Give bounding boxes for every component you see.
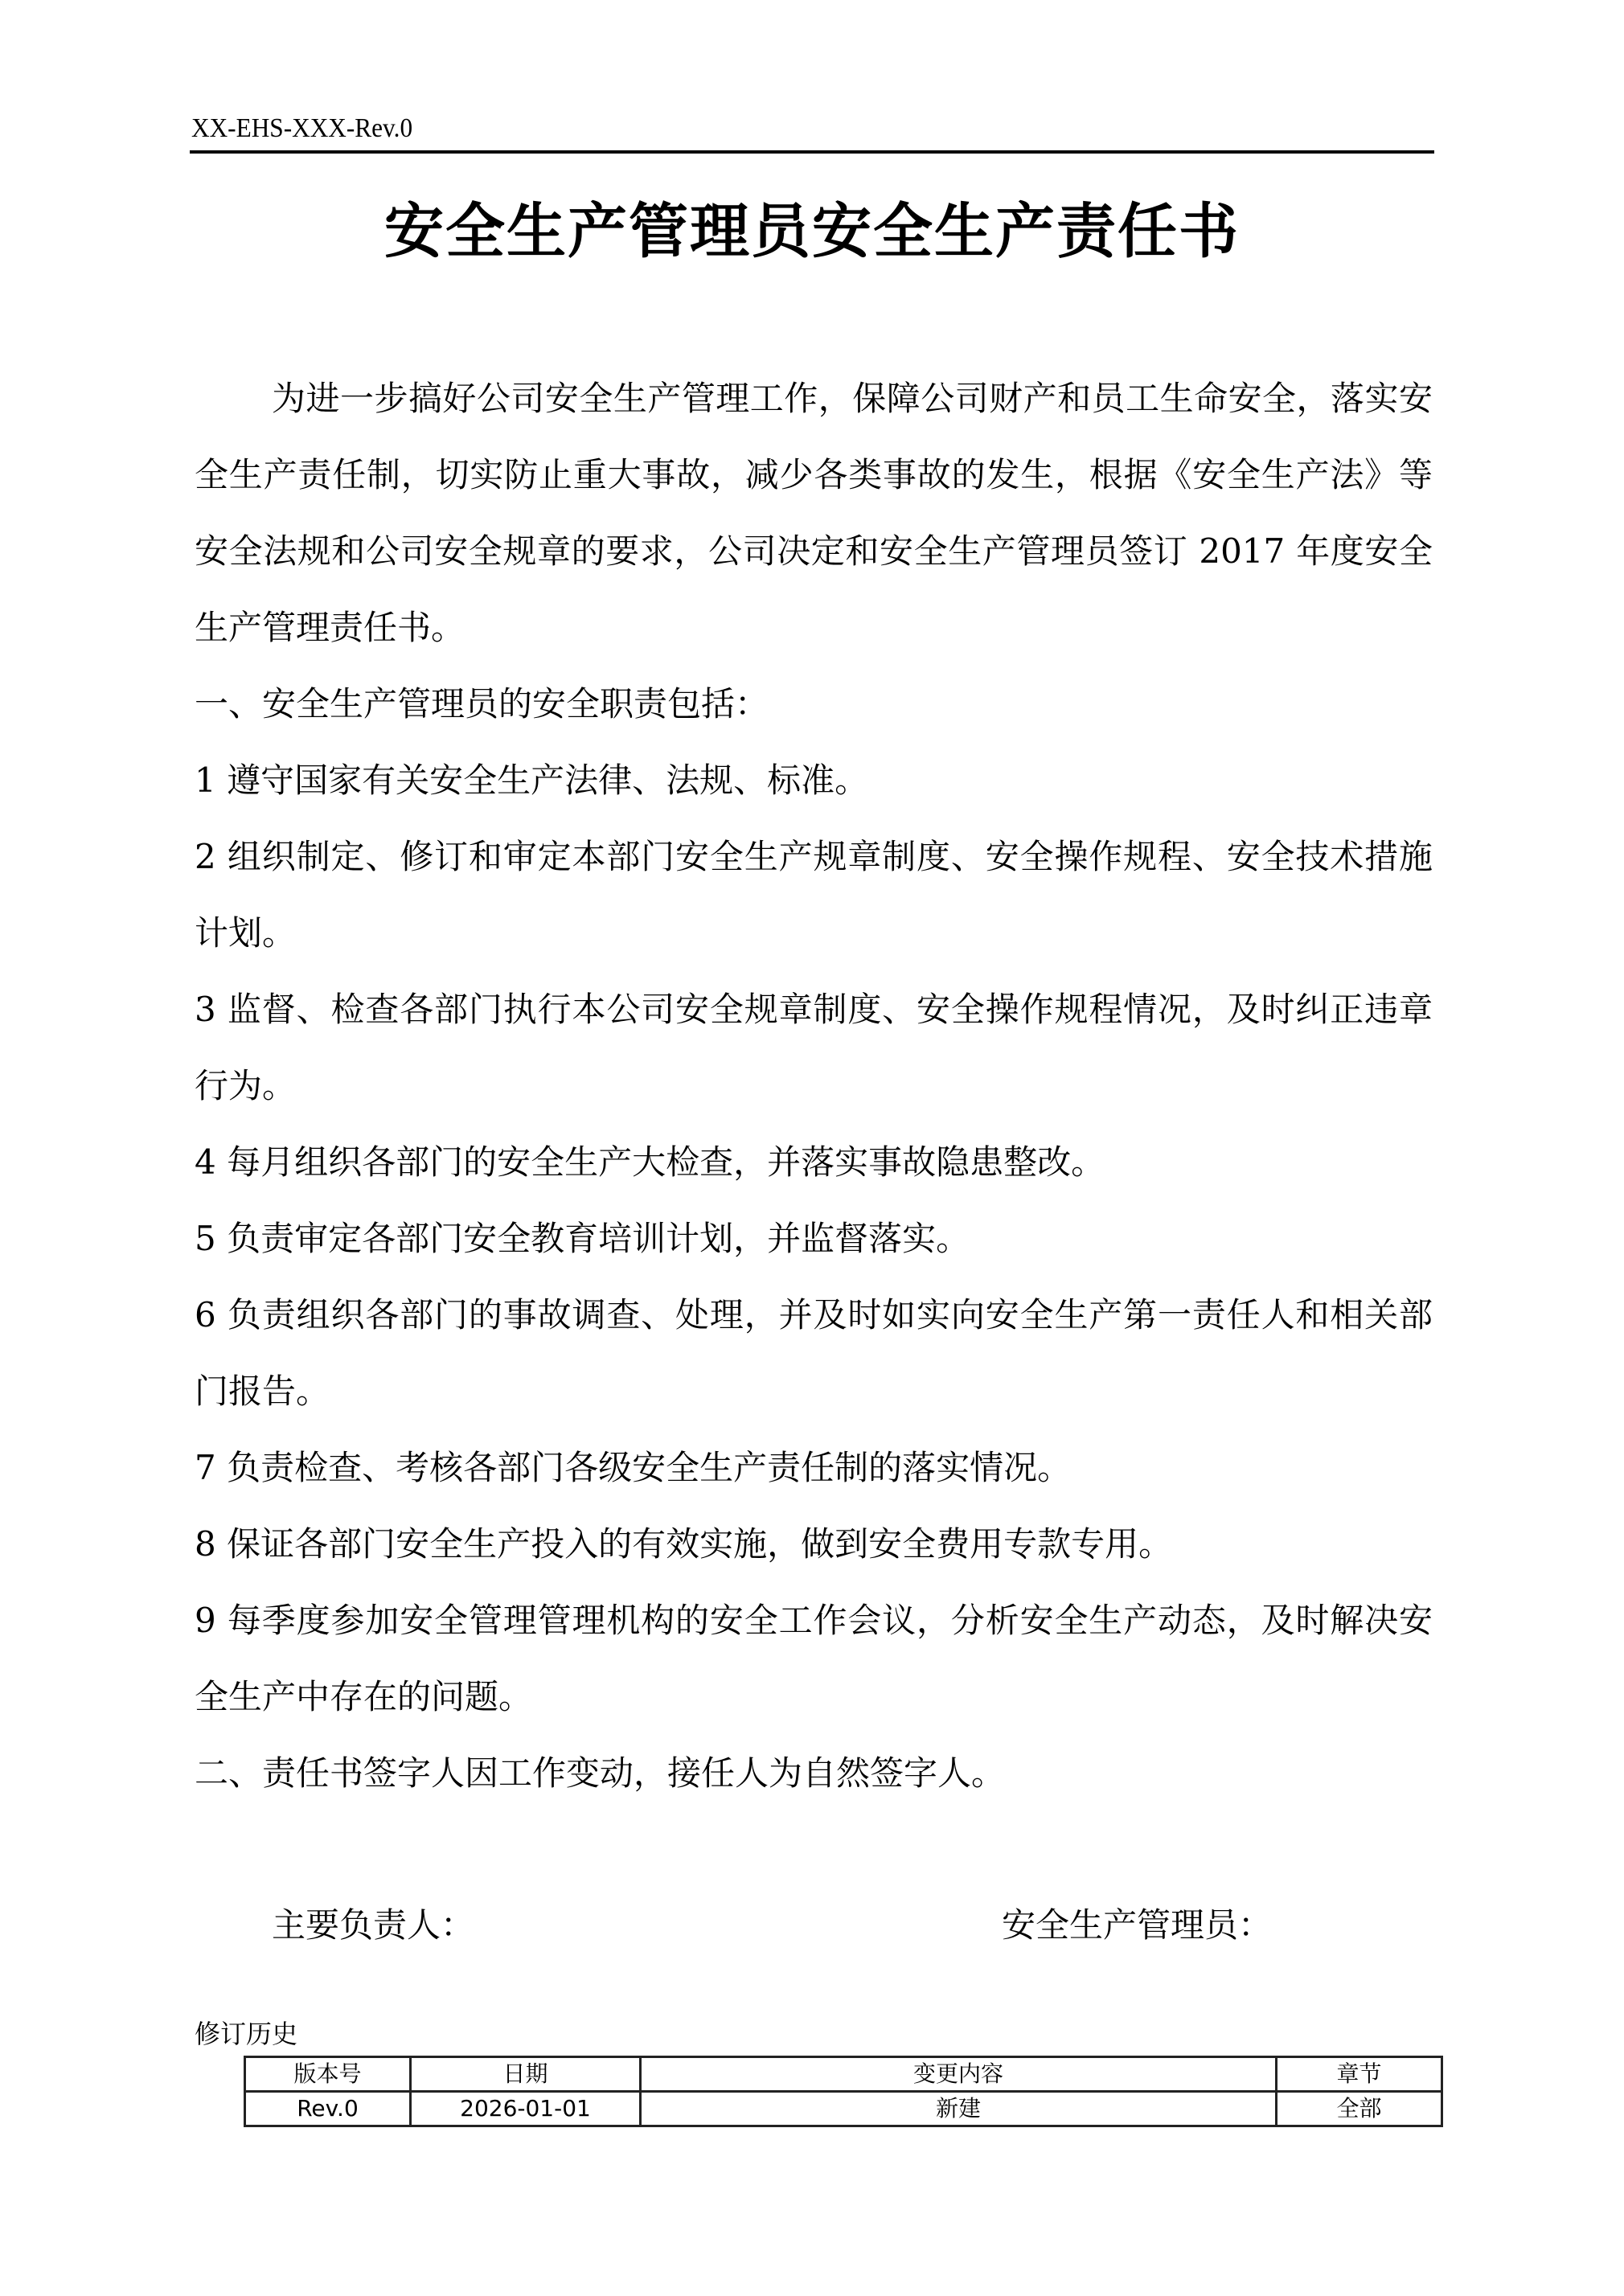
safety-officer-signature-label: 安全生产管理员： — [1002, 1905, 1273, 1945]
revision-history-label: 修订历史 — [195, 2019, 298, 2049]
table-header-row — [245, 2057, 1442, 2092]
duty-item-5: 5 负责审定各部门安全教育培训计划，并监督落实。 — [195, 1219, 970, 1258]
column-header-date: 日期 — [411, 2057, 641, 2092]
duty-item-4: 4 每月组织各部门的安全生产大检查，并落实事故隐患整改。 — [195, 1142, 1105, 1182]
document-body — [195, 360, 1433, 1811]
cell-date: 2026-01-01 — [411, 2092, 641, 2126]
column-header-version: 版本号 — [245, 2057, 411, 2092]
duty-item-8: 8 保证各部门安全生产投入的有效实施，做到安全费用专款专用。 — [195, 1524, 1173, 1564]
principal-signature-label: 主要负责人： — [272, 1905, 475, 1945]
duty-item-3: 3 监督、检查各部门执行本公司安全规章制度、安全操作规程情况，及时纠正违章行为。 — [195, 990, 1433, 1105]
duty-item-2: 2 组织制定、修订和审定本部门安全生产规章制度、安全操作规程、安全技术措施计划。 — [195, 837, 1433, 953]
intro-paragraph: 为进一步搞好公司安全生产管理工作，保障公司财产和员工生命安全，落实安全生产责任制，切实防止重大事故，减少各类事故的发生，根据《安全生产法》等安全法规和公司安全规章的要求，公司决定和安全生产管理员签订 2017 年度安全生产管理责任书。 — [195, 379, 1433, 647]
column-header-change: 变更内容 — [641, 2057, 1277, 2092]
table-row — [245, 2092, 1442, 2126]
duty-item-7: 7 负责检查、考核各部门各级安全生产责任制的落实情况。 — [195, 1448, 1072, 1487]
section-2-heading: 二、责任书签字人因工作变动，接任人为自然签字人。 — [195, 1753, 1006, 1793]
cell-section: 全部 — [1277, 2092, 1442, 2126]
revision-history-table — [244, 2056, 1443, 2127]
cell-version: Rev.0 — [245, 2092, 411, 2126]
section-1-heading: 一、安全生产管理员的安全职责包括： — [195, 684, 769, 724]
document-code: XX-EHS-XXX-Rev.0 — [191, 113, 413, 143]
signature-row — [272, 1901, 1397, 1950]
duty-item-1: 1 遵守国家有关安全生产法律、法规、标准。 — [195, 761, 869, 800]
duty-item-6: 6 负责组织各部门的事故调查、处理，并及时如实向安全生产第一责任人和相关部门报告。 — [195, 1295, 1433, 1411]
header-rule — [190, 150, 1434, 154]
document-title: 安全生产管理员安全生产责任书 — [384, 197, 1240, 266]
column-header-section: 章节 — [1277, 2057, 1442, 2092]
cell-change: 新建 — [641, 2092, 1277, 2126]
duty-item-9: 9 每季度参加安全管理管理机构的安全工作会议，分析安全生产动态，及时解决安全生产中存在的问题。 — [195, 1601, 1433, 1716]
